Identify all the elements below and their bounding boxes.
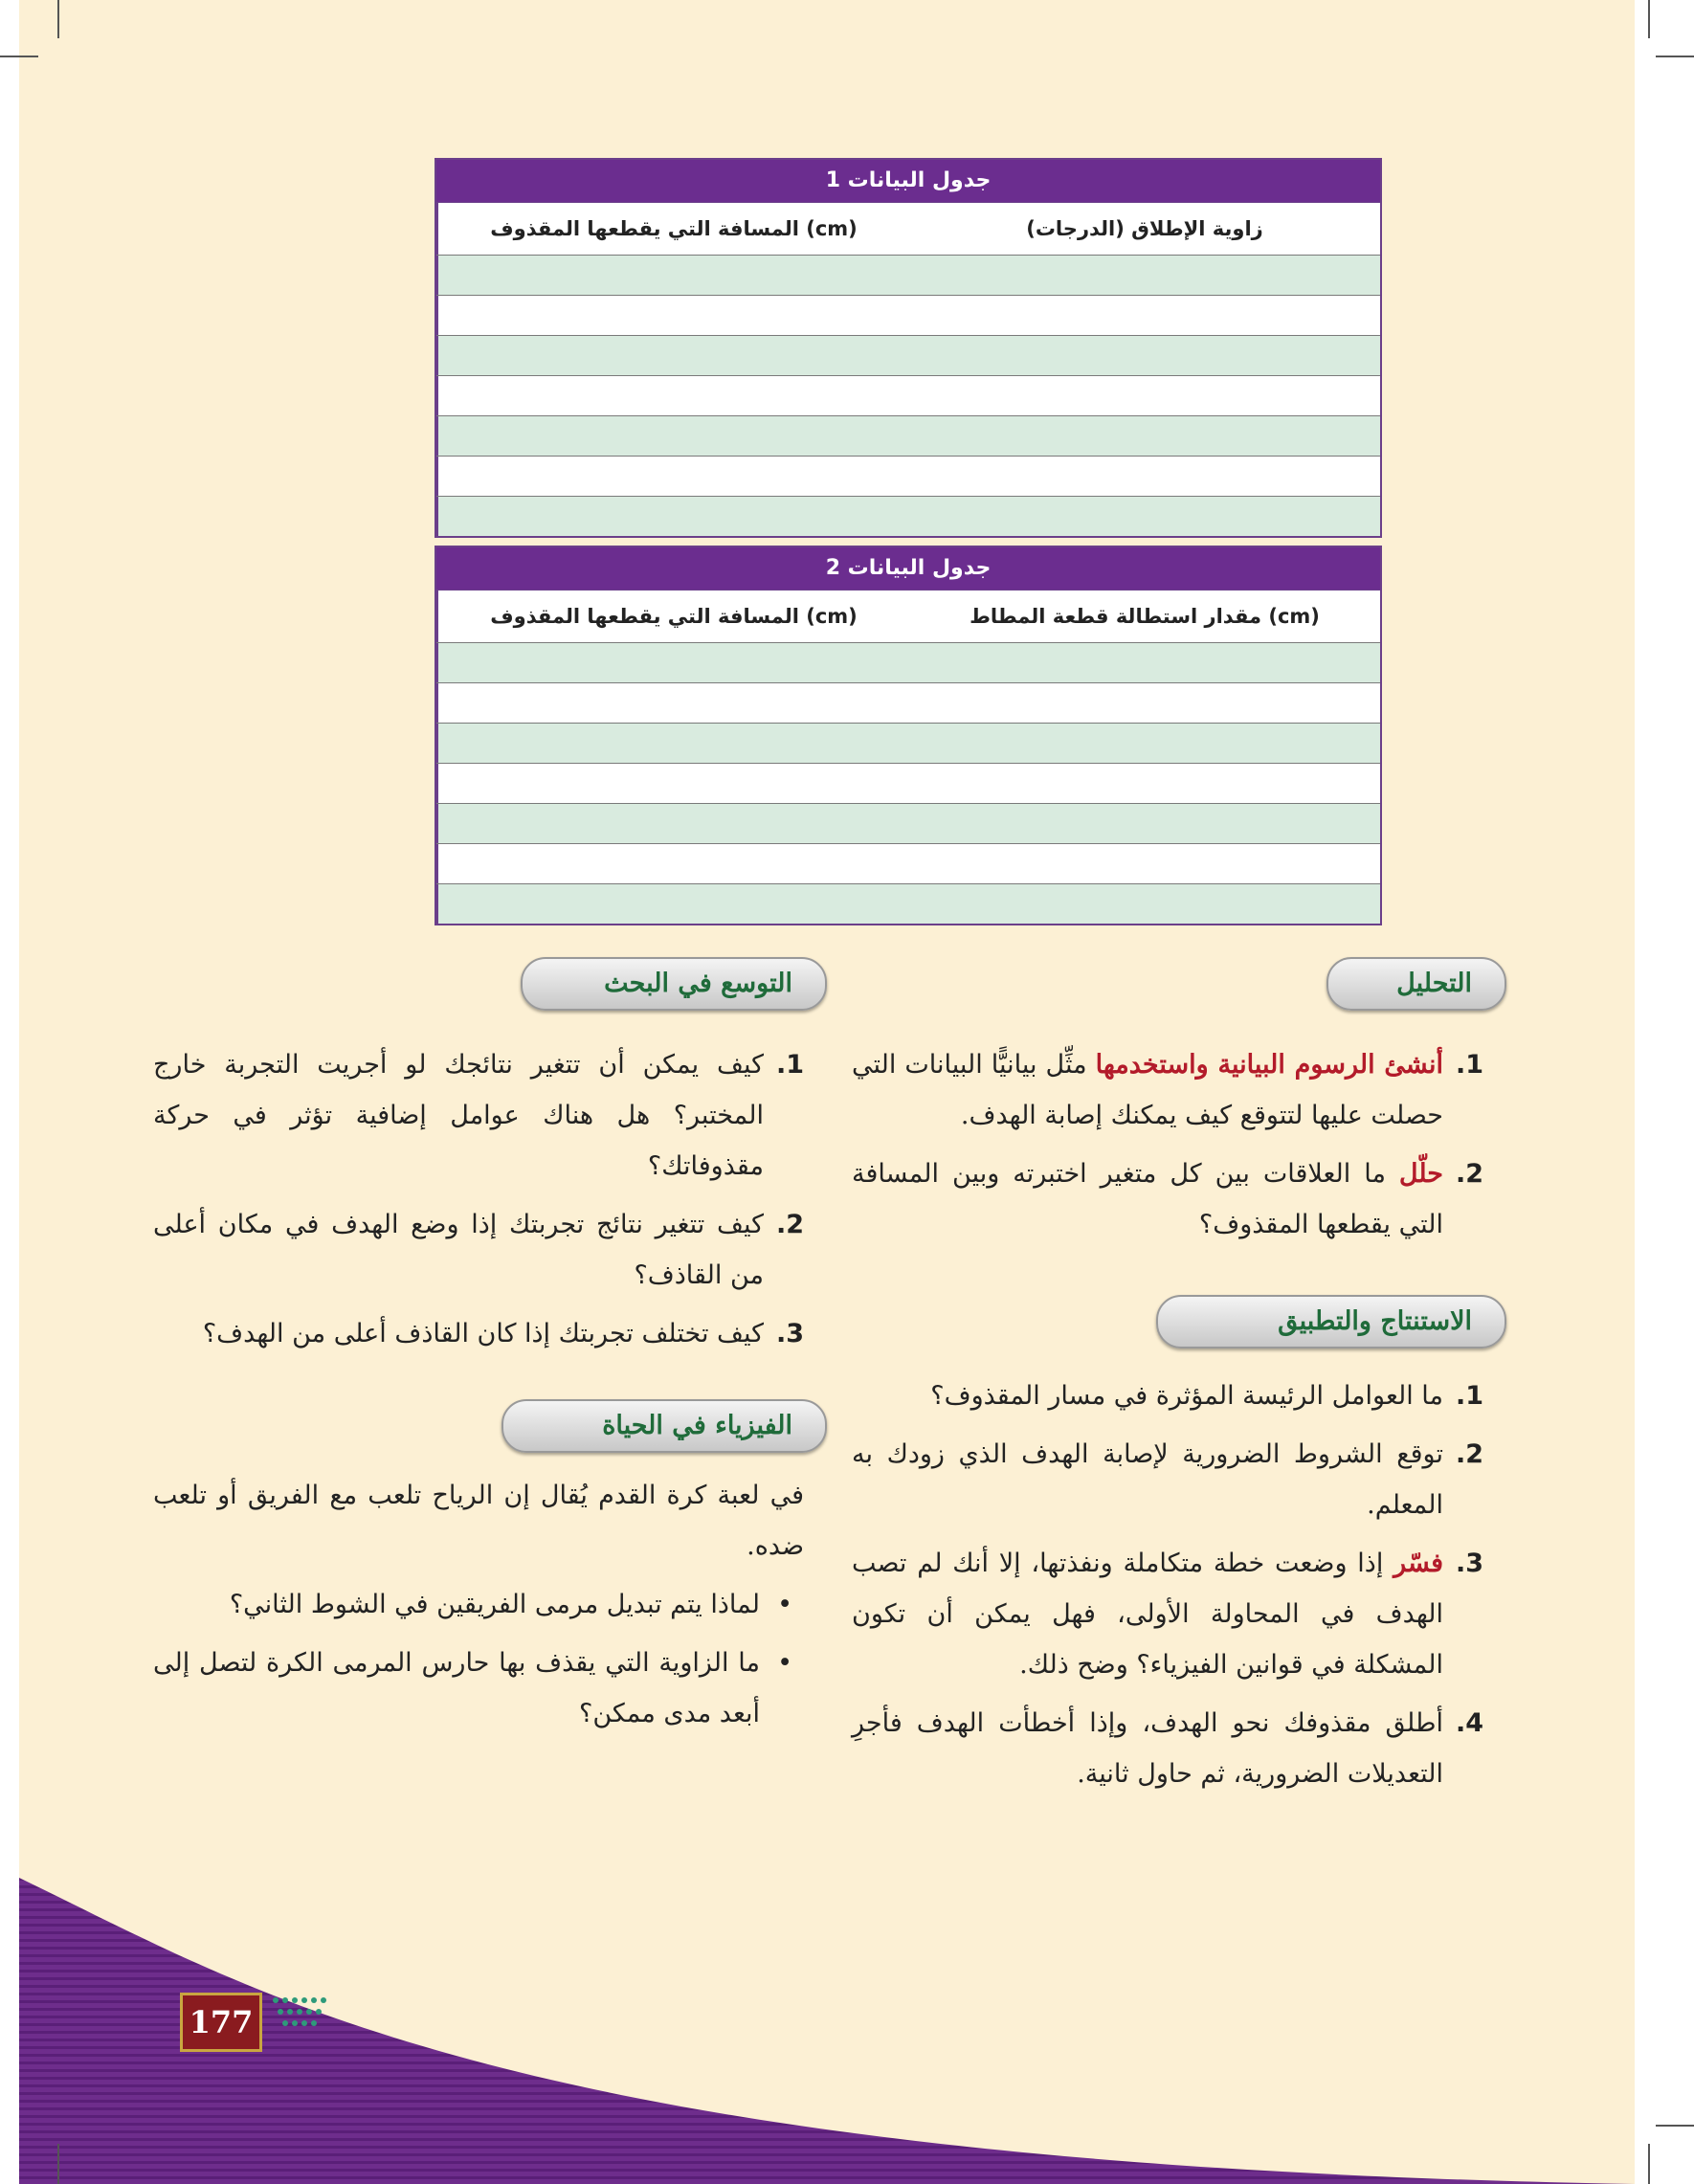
analysis-item-2: 2. حلّل ما العلاقات بين كل متغير اختبرته وبين المسافة التي يقطعها المقذوف؟ [852,1159,1483,1239]
table-row [436,415,1380,456]
table-2-col-distance: المسافة التي يقطعها المقذوف (cm) [436,591,909,642]
table-row [436,496,1380,536]
conclusion-item-2: 2. توقع الشروط الضرورية لإصابة الهدف الذي زودك به المعلم. [852,1439,1483,1520]
crop-mark [0,56,38,57]
analysis-section [852,1039,1483,1258]
table-1-col-distance: المسافة التي يقطعها المقذوف (cm) [436,203,909,255]
table-row [436,803,1380,843]
analysis-heading: التحليل [1326,957,1506,1011]
conclusion-section [852,1371,1483,1807]
physics-life-section [153,1470,804,1747]
research-heading: التوسع في البحث [521,957,827,1011]
page-number: 177 [180,1993,262,2052]
crop-mark [57,0,59,38]
crop-mark [1648,2144,1650,2184]
table-row [436,642,1380,682]
table-row [436,723,1380,763]
crop-mark [1656,56,1694,57]
conclusion-item-1: 1. ما العوامل الرئيسة المؤثرة في مسار المقذوف؟ [930,1381,1483,1411]
table-row [436,883,1380,924]
table-row [436,255,1380,295]
crop-mark [1648,0,1650,38]
research-item-3: 3. كيف تختلف تجربتك إذا كان القاذف أعلى من الهدف؟ [202,1319,804,1348]
table-2-title: جدول البيانات 2 [436,547,1380,590]
data-table-2 [435,546,1382,925]
table-row [436,335,1380,375]
research-item-1: 1. كيف يمكن أن تتغير نتائجك لو أجريت التجربة خارج المختبر؟ هل هناك عوامل إضافية تؤثر في حركة مقذوفاتك؟ [153,1050,804,1181]
crop-mark [57,2144,59,2184]
table-1-title: جدول البيانات 1 [436,160,1380,202]
analysis-item-1: 1. أنشئ الرسوم البيانية واستخدمها مثِّل بيانيًّا البيانات التي حصلت عليها لتتوقع كيف يمكنك إصابة الهدف. [852,1050,1483,1130]
physics-life-bullet-2: • ما الزاوية التي يقذف بها حارس المرمى الكرة لتصل إلى أبعد مدى ممكن؟ [153,1638,804,1739]
ministry-dots-icon [266,1993,333,2040]
table-row [436,682,1380,723]
page [19,0,1635,2184]
table-2-col-stretch: مقدار استطالة قطعة المطاط (cm) [970,605,1320,628]
table-1-col-angle: زاوية الإطلاق (الدرجات) [1026,217,1263,240]
table-row [436,295,1380,335]
physics-life-heading: الفيزياء في الحياة [502,1399,827,1453]
table-row [436,843,1380,883]
research-item-2: 2. كيف تتغير نتائج تجربتك إذا وضع الهدف في مكان أعلى من القاذف؟ [153,1210,804,1290]
table-1-header [436,202,1380,255]
table-row [436,375,1380,415]
research-section [153,1039,804,1367]
data-table-1 [435,158,1382,538]
physics-life-bullet-1: • لماذا يتم تبديل مرمى الفريقين في الشوط الثاني؟ [153,1579,804,1630]
crop-mark [1656,2125,1694,2127]
physics-life-intro: في لعبة كرة القدم يُقال إن الرياح تلعب مع الفريق أو تلعب ضده. [153,1481,804,1561]
conclusion-item-3: 3. فسّر إذا وضعت خطة متكاملة ونفذتها، إلا أنك لم تصب الهدف في المحاولة الأولى، فهل يمكن أن تكون المشكلة في قوانين الفيزياء؟ وضح ذلك. [852,1549,1483,1680]
table-2-header [436,590,1380,642]
table-row [436,763,1380,803]
conclusion-item-4: 4. أطلق مقذوفك نحو الهدف، وإذا أخطأت الهدف فأجرِ التعديلات الضرورية، ثم حاول ثانية. [852,1708,1483,1789]
conclusion-heading: الاستنتاج والتطبيق [1156,1295,1506,1348]
table-row [436,456,1380,496]
